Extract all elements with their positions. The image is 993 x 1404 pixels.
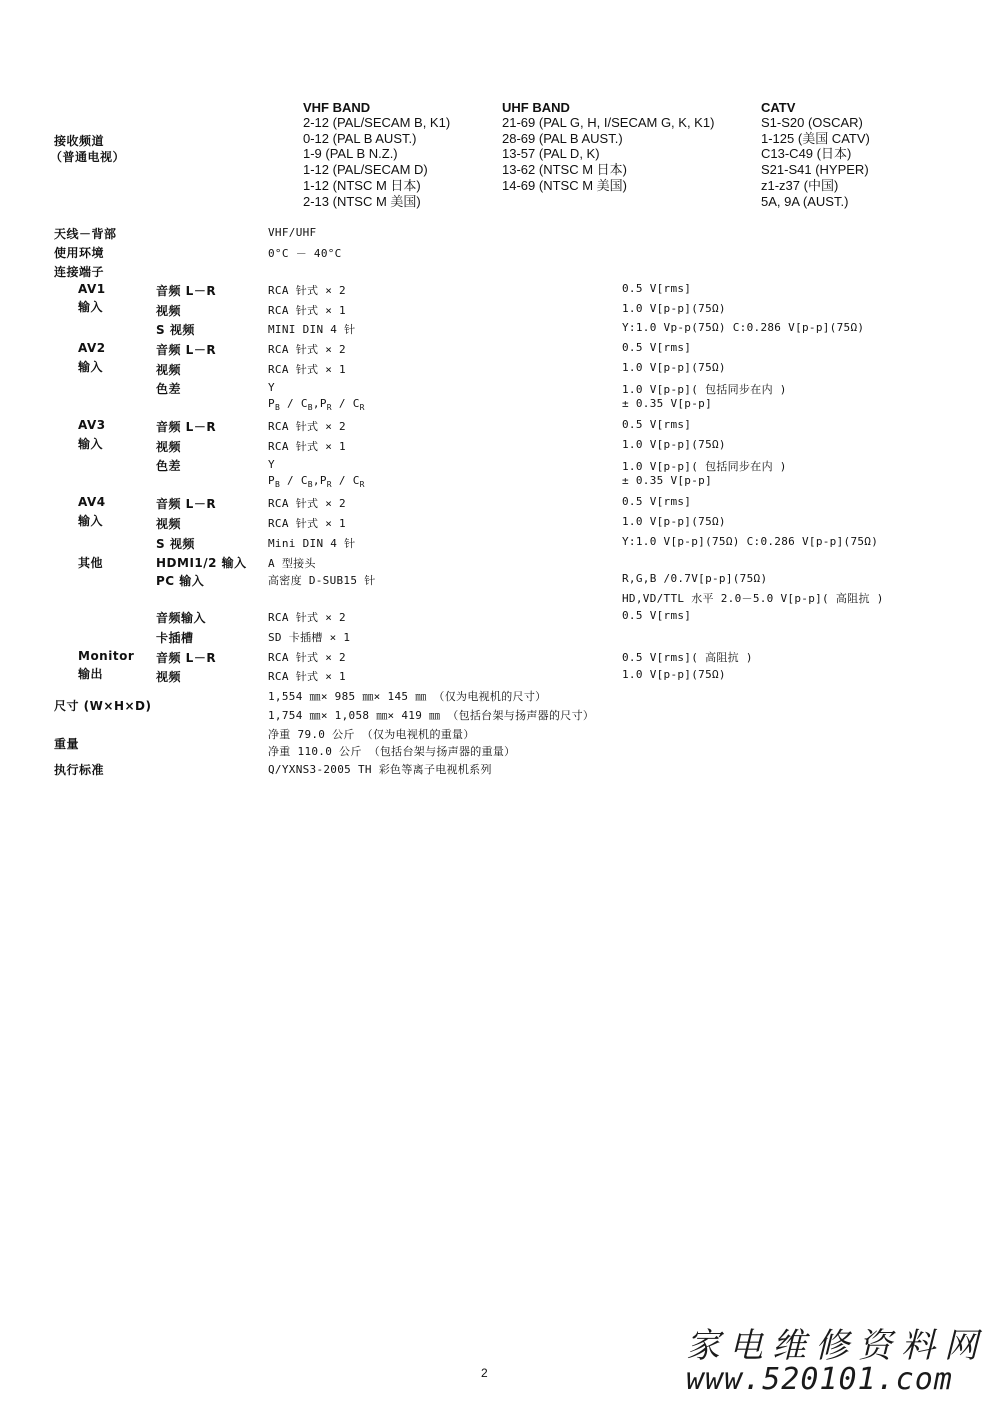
av1-audio-conn: RCA 针式 × 2 [268,284,346,297]
av1-label: AV1 [78,282,106,296]
catv-item: 5A, 9A (AUST.) [761,193,849,209]
vhf-band-column [303,100,450,209]
monitor-label: Monitor [78,649,135,663]
pb-sub: B [274,480,281,489]
pc-conn: 高密度 D-SUB15 针 [268,574,376,587]
av2-component-pb-spec: ± 0.35 V[p-p] [622,397,712,410]
uhf-item: 21-69 (PAL G, H, I/SECAM G, K, K1) [502,115,715,130]
audio-in-spec: 0.5 V[rms] [622,609,692,622]
av1-svideo-conn: MINI DIN 4 针 [268,323,356,336]
reception-label: 接收频道 [54,134,105,148]
av2-component-y-spec: 1.0 V[p-p]( 包括同步在内 ) [622,383,787,396]
vhf-item: 1-12 (PAL/SECAM D) [303,162,428,178]
pb-sub: B [274,403,281,412]
reception-sublabel: （普通电视） [50,150,126,164]
av2-audio-spec: 0.5 V[rms] [622,341,692,354]
av2-audio-item: 音频 L－R [156,343,217,357]
av1-audio-spec: 0.5 V[rms] [622,282,692,295]
pb-p: P [268,397,275,410]
standard-value: Q/YXNS3-2005 TH 彩色等离子电视机系列 [268,763,492,776]
vhf-item: 2-13 (NTSC M 美国) [303,193,421,209]
environment-value: 0°C － 40°C [268,247,342,260]
av1-svideo-item: S 视频 [156,323,195,337]
weight-label: 重量 [54,737,80,751]
weight-with-stand: 净重 110.0 公斤 （包括台架与扬声器的重量） [268,745,516,758]
av3-component-pbpr [268,474,365,487]
comma: , [312,397,320,410]
vhf-item: 2-12 (PAL/SECAM B, K1) [303,115,451,130]
cr-sub: R [359,480,365,489]
av4-svideo-item: S 视频 [156,537,195,551]
cr-sub: R [359,403,365,412]
terminals-label: 连接端子 [54,265,105,279]
av2-video-item: 视频 [156,363,182,377]
av3-component-pb-spec: ± 0.35 V[p-p] [622,474,712,487]
comma: , [312,474,320,487]
dimensions-tv: 1,554 ㎜× 985 ㎜× 145 ㎜ （仅为电视机的尺寸） [268,690,547,703]
av3-audio-item: 音频 L－R [156,420,217,434]
monitor-video-item: 视频 [156,670,182,684]
cb-sub: B [307,480,313,489]
cb-c: C [300,474,308,487]
uhf-band-column [502,100,714,194]
card-slot-conn: SD 卡插槽 × 1 [268,631,351,644]
vhf-item: 0-12 (PAL B AUST.) [303,130,417,146]
sep: / [331,474,353,487]
av3-component-y-spec: 1.0 V[p-p]( 包括同步在内 ) [622,460,787,473]
av2-component-pbpr [268,397,365,410]
page-number: 2 [481,1366,488,1380]
av3-video-spec: 1.0 V[p-p](75Ω) [622,438,726,451]
monitor-video-spec: 1.0 V[p-p](75Ω) [622,668,726,681]
av4-video-conn: RCA 针式 × 1 [268,517,346,530]
av4-video-spec: 1.0 V[p-p](75Ω) [622,515,726,528]
uhf-band-list [502,115,714,194]
av2-audio-conn: RCA 针式 × 2 [268,343,346,356]
weight-tv: 净重 79.0 公斤 （仅为电视机的重量） [268,728,475,741]
dimensions-with-stand: 1,754 ㎜× 1,058 ㎜× 419 ㎜ （包括台架与扬声器的尺寸） [268,709,595,722]
monitor-audio-spec: 0.5 V[rms]( 高阻抗 ) [622,651,753,664]
av1-video-item: 视频 [156,304,182,318]
cb-c: C [300,397,308,410]
av2-component-y: Y [268,381,275,394]
av1-video-spec: 1.0 V[p-p](75Ω) [622,302,726,315]
av4-audio-spec: 0.5 V[rms] [622,495,692,508]
catv-item: z1-z37 (中国) [761,177,839,193]
av2-label: AV2 [78,341,106,355]
uhf-item: 14-69 (NTSC M 美国) [502,177,627,193]
monitor-video-conn: RCA 针式 × 1 [268,670,346,683]
uhf-item: 28-69 (PAL B AUST.) [502,130,623,146]
pc-spec-sync: HD,VD/TTL 水平 2.0－5.0 V[p-p]( 高阻抗 ) [622,592,884,605]
sep: / [280,474,301,487]
av2-io: 输入 [78,360,104,374]
av4-audio-conn: RCA 针式 × 2 [268,497,346,510]
av4-svideo-conn: Mini DIN 4 针 [268,537,356,550]
pc-spec-rgb: R,G,B /0.7V[p-p](75Ω) [622,572,768,585]
vhf-band-list [303,115,450,209]
audio-in-item: 音频输入 [156,611,207,625]
card-slot-item: 卡插槽 [156,631,194,645]
av4-audio-item: 音频 L－R [156,497,217,511]
catv-band-title: CATV [761,100,796,115]
sep: / [331,397,353,410]
av3-video-conn: RCA 针式 × 1 [268,440,346,453]
av1-io: 输入 [78,300,104,314]
catv-item: S1-S20 (OSCAR) [761,115,863,130]
av2-video-spec: 1.0 V[p-p](75Ω) [622,361,726,374]
av1-svideo-spec: Y:1.0 Vp-p(75Ω) C:0.286 V[p-p](75Ω) [622,321,865,334]
standard-label: 执行标准 [54,763,105,777]
hdmi-item: HDMI1/2 输入 [156,556,247,570]
av3-component-item: 色差 [156,459,182,473]
av2-video-conn: RCA 针式 × 1 [268,363,346,376]
av3-io: 输入 [78,437,104,451]
catv-band-list [761,115,870,209]
dimensions-label: 尺寸 (W×H×D) [54,699,152,713]
av2-component-item: 色差 [156,382,182,396]
antenna-label: 天线－背部 [54,227,117,241]
catv-item: 1-125 (美国 CATV) [761,130,870,146]
av4-io: 输入 [78,514,104,528]
pb-p: P [268,474,275,487]
av3-component-y: Y [268,458,275,471]
catv-item: C13-C49 (日本) [761,146,852,162]
monitor-io: 输出 [78,667,104,681]
other-label: 其他 [78,556,104,570]
vhf-band-title: VHF BAND [303,100,371,115]
audio-in-conn: RCA 针式 × 2 [268,611,346,624]
av3-video-item: 视频 [156,440,182,454]
monitor-audio-conn: RCA 针式 × 2 [268,651,346,664]
pr-sub: R [326,480,332,489]
watermark-title: 家电维修资料网 [686,1326,987,1366]
av3-label: AV3 [78,418,106,432]
watermark-url: www.520101.com [686,1362,953,1397]
pc-item: PC 输入 [156,574,205,588]
av1-audio-item: 音频 L－R [156,284,217,298]
av4-video-item: 视频 [156,517,182,531]
uhf-item: 13-57 (PAL D, K) [502,146,600,162]
catv-band-column [761,100,870,209]
sep: / [280,397,301,410]
pr-p: P [319,474,327,487]
catv-item: S21-S41 (HYPER) [761,162,869,178]
av4-label: AV4 [78,495,106,509]
vhf-item: 1-9 (PAL B N.Z.) [303,146,398,162]
pr-sub: R [326,403,332,412]
av1-video-conn: RCA 针式 × 1 [268,304,346,317]
uhf-band-title: UHF BAND [502,100,570,115]
environment-label: 使用环境 [54,246,105,260]
av4-svideo-spec: Y:1.0 V[p-p](75Ω) C:0.286 V[p-p](75Ω) [622,535,879,548]
av3-audio-conn: RCA 针式 × 2 [268,420,346,433]
pr-p: P [319,397,327,410]
antenna-value: VHF/UHF [268,226,317,239]
monitor-audio-item: 音频 L－R [156,651,217,665]
av3-audio-spec: 0.5 V[rms] [622,418,692,431]
vhf-item: 1-12 (NTSC M 日本) [303,177,421,193]
cr-c: C [352,474,360,487]
hdmi-conn: A 型接头 [268,557,316,570]
cb-sub: B [307,403,313,412]
cr-c: C [352,397,360,410]
uhf-item: 13-62 (NTSC M 日本) [502,162,627,178]
